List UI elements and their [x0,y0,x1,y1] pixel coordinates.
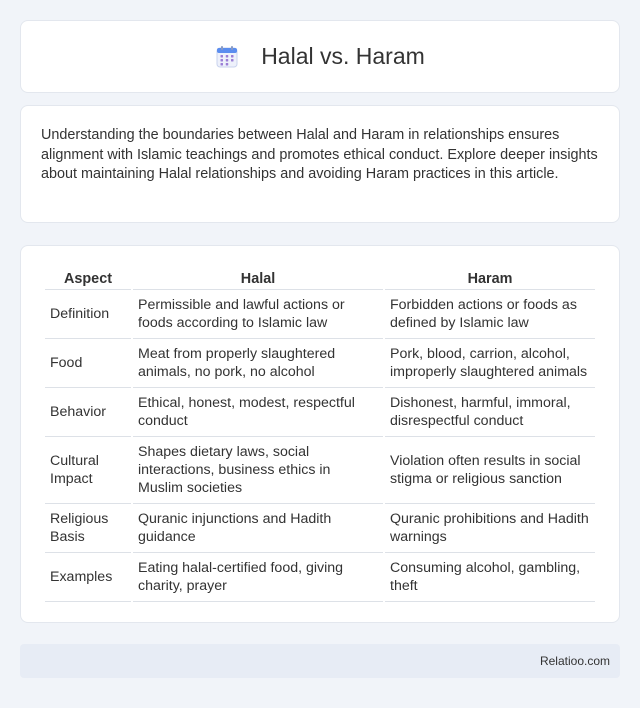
cell-halal: Meat from properly slaughtered animals, no pork, no alcohol [133,339,383,388]
page-title: Halal vs. Haram [261,43,425,69]
cell-halal: Ethical, honest, modest, respectful conduct [133,388,383,437]
cell-halal: Eating halal-certified food, giving charity, prayer [133,553,383,602]
cell-aspect: Behavior [45,388,131,437]
header-card [20,20,620,93]
cell-haram: Pork, blood, carrion, alcohol, improperly slaughtered animals [385,339,595,388]
header-haram: Haram [385,266,595,290]
header-aspect: Aspect [45,266,131,290]
footer-brand[interactable]: Relatioo.com [539,654,610,668]
cell-aspect: Food [45,339,131,388]
comparison-card [20,245,620,623]
intro-card [20,105,620,223]
cell-aspect: Examples [45,553,131,602]
table-row [45,437,595,504]
comparison-table [43,266,597,602]
cell-haram: Forbidden actions or foods as defined by Islamic law [385,290,595,339]
table-row [45,553,595,602]
cell-aspect: Definition [45,290,131,339]
table-row [45,339,595,388]
cell-haram: Quranic prohibitions and Hadith warnings [385,504,595,553]
cell-aspect: Religious Basis [45,504,131,553]
header-halal: Halal [133,266,383,290]
cell-halal: Quranic injunctions and Hadith guidance [133,504,383,553]
table-row [45,504,595,553]
table-row [45,388,595,437]
table-row [45,290,595,339]
cell-halal: Shapes dietary laws, social interactions, business ethics in Muslim societies [133,437,383,504]
intro-text: Understanding the boundaries between Halal and Haram in relationships ensures alignment with Islamic teachings and promotes ethical conduct. Explore deeper insights about maintaining Halal relationships and avoiding Haram practices in this article. [41,127,598,182]
cell-aspect: Cultural Impact [45,437,131,504]
cell-haram: Dishonest, harmful, immoral, disrespectful conduct [385,388,595,437]
cell-halal: Permissible and lawful actions or foods according to Islamic law [133,290,383,339]
table-header-row [45,266,595,290]
cell-haram: Violation often results in social stigma or religious sanction [385,437,595,504]
footer [20,644,620,678]
calendar-icon [215,45,239,69]
cell-haram: Consuming alcohol, gambling, theft [385,553,595,602]
